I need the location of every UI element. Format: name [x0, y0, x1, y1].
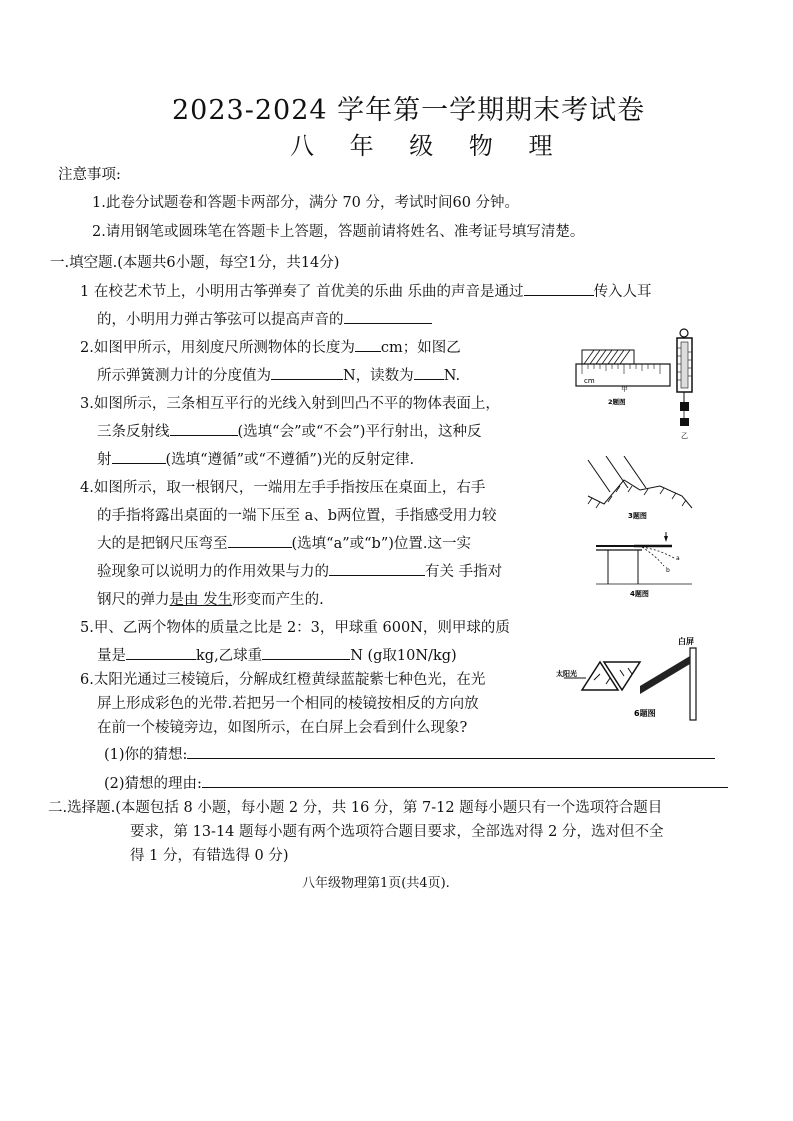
q1-text-a: 1 在校艺术节上，小明用古筝弹奏了 首优美的乐曲 乐曲的声音是通过	[80, 284, 524, 300]
q5-text-b: 量是	[97, 648, 126, 664]
q4-text-g: 钢尺的弹力	[97, 592, 170, 608]
question-6-line-3: 在前一个棱镜旁边，如图所示，在白屏上会看到什么现象?	[97, 720, 468, 736]
section2-line-3: 得 1 分，有错选得 0 分)	[130, 848, 289, 864]
notice-item-2: 2.请用钢笔或圆珠笔在答题卡上答题，答题前请将姓名、准考证号填写清楚。	[92, 224, 585, 240]
q2-text-a: 2.如图甲所示，用刻度尺所测物体的长度为	[80, 340, 355, 356]
q3-text-e: (选填“遵循”或“不遵循”)光的反射定律.	[165, 452, 415, 468]
figure-2-yi-label: 乙	[681, 432, 688, 440]
q5-text-d: N (g取10N/kg)	[350, 648, 457, 664]
q2-text-c: 所示弹簧测力计的分度值为	[97, 368, 271, 384]
q1-blank-1[interactable]	[524, 281, 594, 297]
figure-4	[594, 532, 694, 602]
q5-blank-1[interactable]	[126, 645, 196, 661]
q3-text-d: 射	[97, 452, 112, 468]
q1-text-c: 的，小明用力弹古筝弦可以提高声音的	[97, 312, 344, 328]
q4-text-i: 形变而产生的.	[232, 592, 324, 608]
q4-blank-1[interactable]	[228, 533, 292, 549]
figure-2-jia-label: 甲	[621, 385, 628, 393]
figure-4-label-a: a	[676, 555, 680, 562]
q2-blank-2[interactable]	[271, 365, 343, 381]
notice-heading: 注意事项:	[58, 167, 121, 183]
q2-text-d: N，读数为	[343, 368, 414, 384]
q6-guess-label: (1)你的猜想:	[104, 747, 188, 763]
figure-3	[584, 456, 696, 522]
figure-6	[556, 634, 716, 724]
q3-text-b: 三条反射线	[97, 424, 170, 440]
section2-line-1: 二.选择题.(本题包括 8 小题，每小题 2 分，共 16 分，第 7-12 题每小题只有一个选项符合题目	[48, 800, 663, 816]
q1-blank-2[interactable]	[344, 309, 432, 325]
section1-heading: 一.填空题.(本题共6小题，每空1分，共14分)	[50, 255, 340, 271]
figure-2-cm-label: cm	[584, 377, 595, 385]
question-4-line-3	[97, 532, 471, 553]
figure-6-caption: 6题图	[634, 709, 656, 718]
figure-2-diagram	[574, 328, 708, 444]
question-2-line-1	[80, 336, 461, 357]
q2-blank-1[interactable]	[355, 337, 381, 353]
question-4-line-5	[97, 588, 324, 609]
q4-text-d: (选填“a”或“b”)位置.这一实	[291, 536, 472, 552]
q3-blank-2[interactable]	[112, 449, 166, 465]
figure-2-caption: 2题图	[608, 398, 626, 406]
question-1-line-1	[80, 280, 652, 301]
question-2-line-2	[97, 364, 460, 385]
question-6-guess	[104, 743, 715, 764]
question-4-line-1: 4.如图所示，取一根钢尺，一端用左手手指按压在桌面上，右手	[80, 480, 486, 496]
q3-text-c: (选填“会”或“不会”)平行射出，这种反	[237, 424, 482, 440]
figure-6-diagram	[556, 634, 716, 724]
question-6-line-1: 6.太阳光通过三棱镜后，分解成红橙黄绿蓝靛紫七种色光，在光	[80, 672, 486, 688]
q6-guess-blank[interactable]	[187, 744, 715, 760]
q2-blank-3[interactable]	[414, 365, 444, 381]
q4-text-f: 有关 手指对	[425, 564, 503, 580]
q5-blank-2[interactable]	[262, 645, 350, 661]
q2-text-b: cm；如图乙	[380, 340, 461, 356]
q3-blank-1[interactable]	[170, 421, 238, 437]
question-5-line-2	[97, 644, 457, 665]
figure-6-sun-label: 太阳光	[556, 670, 577, 678]
q4-blank-2[interactable]	[329, 561, 425, 577]
question-3-line-1: 3.如图所示，三条相互平行的光线入射到凹凸不平的物体表面上，	[80, 396, 500, 412]
q4-text-h[interactable]: 是由 发生	[169, 592, 233, 608]
figure-4-label-b: b	[666, 567, 670, 574]
q5-text-c: kg,乙球重	[196, 648, 263, 664]
notice-item-1: 1.此卷分试题卷和答题卡两部分，满分 70 分，考试时间60 分钟。	[92, 195, 520, 211]
question-3-line-3	[97, 448, 414, 469]
section2-line-2: 要求，第 13-14 题每小题有两个选项符合题目要求，全部选对得 2 分，选对但不全	[130, 824, 664, 840]
question-4-line-2: 的手指将露出桌面的一端下压至 a、b两位置，手指感受用力较	[97, 508, 497, 524]
question-4-line-4	[97, 560, 502, 581]
figure-3-diagram	[584, 456, 696, 522]
question-3-line-2	[97, 420, 481, 441]
figure-2	[574, 328, 708, 444]
question-6-reason	[104, 772, 728, 793]
page-footer: 八年级物理第1页(共4页).	[302, 876, 450, 891]
q4-text-c: 大的是把钢尺压弯至	[97, 536, 228, 552]
q4-text-e: 验现象可以说明力的作用效果与力的	[97, 564, 329, 580]
figure-3-caption: 3题图	[628, 512, 647, 520]
question-6-line-2: 屏上形成彩色的光带.若把另一个相同的棱镜按相反的方向放	[97, 696, 479, 712]
q2-text-e: N.	[443, 368, 461, 384]
figure-6-screen-label: 白屏	[678, 637, 694, 646]
figure-4-caption: 4题图	[630, 590, 649, 598]
page-subtitle: 八 年 级 物 理	[290, 132, 567, 160]
q6-reason-blank[interactable]	[202, 773, 728, 789]
question-5-line-1: 5.甲、乙两个物体的质量之比是 2：3，甲球重 600N，则甲球的质	[80, 620, 510, 636]
q1-text-b: 传入人耳	[593, 284, 652, 300]
page-title: 2023-2024 学年第一学期期末考试卷	[172, 95, 646, 126]
q6-reason-label: (2)猜想的理由:	[104, 776, 202, 792]
question-1-line-2	[97, 308, 432, 329]
figure-4-diagram	[594, 532, 694, 602]
